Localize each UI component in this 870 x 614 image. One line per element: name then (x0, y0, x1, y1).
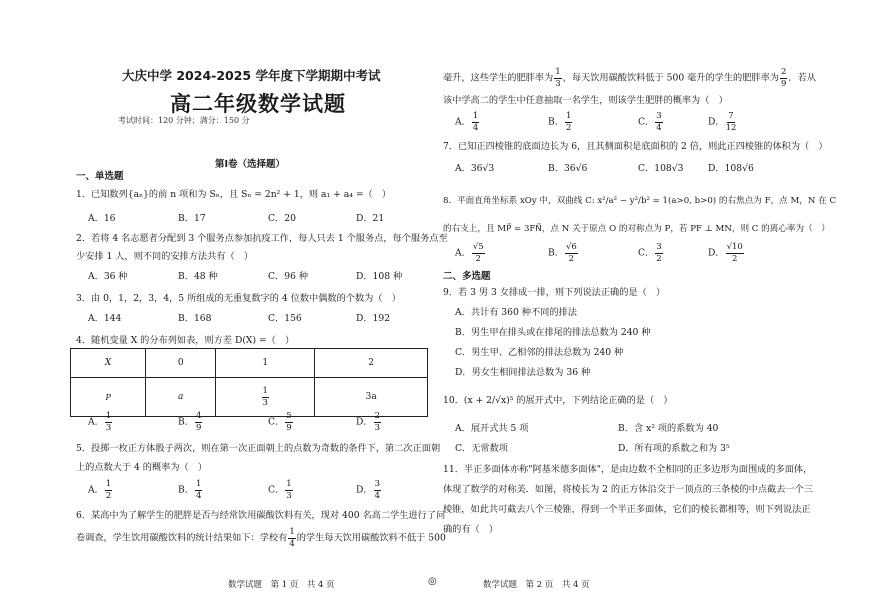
exam-title: 大庆中学 2024-2025 学年度下学期期中考试 (122, 68, 381, 83)
q1-option-a: A．16 (88, 213, 116, 224)
multi-choice-heading: 二、多选题 (443, 271, 491, 282)
q1-option-c: C．20 (268, 213, 296, 224)
q2-option-c: C．96 种 (268, 271, 309, 282)
footer-right: 数学试题 第 2 页 共 4 页 (483, 580, 590, 590)
left-page (70, 0, 448, 614)
q3-option-b: B．168 (178, 313, 212, 324)
q3-option-c: C．156 (268, 313, 302, 324)
table-header-1: 1 (216, 349, 315, 378)
q5-option-a: A． $\frac{1}{2}$ (88, 479, 112, 501)
q3-option-a: A．144 (88, 313, 122, 324)
q4-option-c: C． $\frac{5}{9}$ (268, 411, 292, 433)
table-row-p: P (71, 378, 146, 417)
q4-option-b: B． $\frac{4}{9}$ (178, 411, 202, 433)
q11-line4: 确的有（ ） (443, 524, 499, 535)
q8-line1: 8．平面直角坐标系 xOy 中，双曲线 C: x²/a² − y²/b² = 1(a>0, b>0) 的右焦点为 F，点 M，N 在 C (443, 196, 837, 206)
q5-option-d: D． $\frac{3}{4}$ (356, 479, 380, 501)
q7-option-b: B．36√6 (548, 163, 588, 174)
q8-option-a: A． $\frac{√5}{2}$ (455, 242, 484, 264)
q3-stem: 3．由 0，1，2，3，4，5 所组成的无重复数字的 4 位数中偶数的个数为（ ） (76, 293, 401, 304)
q2-option-a: A．36 种 (88, 271, 128, 282)
q7-option-a: A．36√3 (455, 163, 495, 174)
q4-option-d: D． $\frac{2}{3}$ (356, 411, 380, 433)
q10-option-b: B．含 x² 项的系数为 40 (618, 423, 719, 434)
q5-line2: 上的点数大于 4 的概率为（ ） (76, 462, 208, 473)
part1-heading: 第Ⅰ卷（选择题） (215, 159, 286, 170)
q2-option-b: B．48 种 (178, 271, 218, 282)
right-page (443, 0, 837, 614)
table-cell-3a: 3a (315, 378, 428, 417)
q9-option-c: C．男生甲、乙相邻的排法总数为 240 种 (455, 347, 624, 358)
q10-option-d: D．所有项的系数之和为 3⁵ (618, 443, 730, 454)
exam-info: 考试时间：120 分钟；满分：150 分 (118, 116, 250, 125)
q4-stem: 4．随机变量 X 的分布列如表，则方差 D(X) =（ ） (76, 335, 295, 346)
table-cell-third (216, 378, 315, 417)
q11-line3: 棱锥，如此共可截去八个三棱锥，得到一个半正多面体，它们的棱长都相等，则下列说法正 (443, 504, 811, 515)
q1-option-d: D．21 (356, 213, 385, 224)
table-cell-a: a (146, 378, 216, 417)
q8-option-d: D． $\frac{√10}{2}$ (708, 242, 743, 264)
q10-option-c: C．无常数项 (455, 443, 508, 454)
q5-line1: 5．投掷一枚正方体骰子两次，则在第一次正面朝上的点数为奇数的条件下，第二次正面朝 (76, 443, 441, 454)
binding-mark-icon: ◎ (428, 576, 437, 587)
q9-option-b: B．男生甲在排头或在排尾的排法总数为 240 种 (455, 327, 651, 338)
q9-stem: 9．若 3 男 3 女排成一排，则下列说法正确的是（ ） (443, 287, 666, 298)
q4-option-a: A． $\frac{1}{3}$ (88, 411, 112, 433)
q7-option-c: C．108√3 (638, 163, 684, 174)
table-header-x: X (71, 349, 146, 378)
q6-line1: 6．某高中为了解学生的肥胖是否与经常饮用碳酸饮料有关，现对 400 名高二学生进行了问 (76, 510, 446, 521)
subject-title: 高二年级数学试题 (170, 92, 346, 116)
q7-option-d: D．108√6 (708, 163, 754, 174)
q6-line2: 卷调查，学生饮用碳酸饮料的统计结果如下：学校有 $\frac{1}{4}$ 的学生每天饮用碳酸饮料不低于 500 (76, 527, 446, 549)
q7-stem: 7．已知正四棱锥的底面边长为 6，且其侧面积是底面积的 2 倍，则此正四棱锥的体积为（ ） (443, 141, 828, 152)
q5-option-c: C． $\frac{1}{3}$ (268, 479, 292, 501)
q5-option-b: B． $\frac{1}{4}$ (178, 479, 202, 501)
footer-left: 数学试题 第 1 页 共 4 页 (228, 580, 335, 590)
table-header-2: 2 (315, 349, 428, 378)
q3-option-d: D．192 (356, 313, 391, 324)
q2-line1: 2．若将 4 名志愿者分配到 3 个服务点参加抗疫工作，每人只去 1 个服务点，每个服务点至 (76, 233, 448, 244)
q6-option-a: A． $\frac{1}{4}$ (455, 111, 479, 133)
q8-option-b: B． $\frac{√6}{2}$ (548, 242, 577, 264)
q10-option-a: A．展开式共 5 项 (455, 423, 529, 434)
q6-option-d: D． $\frac{7}{12}$ (708, 111, 737, 133)
q11-line2: 体现了数学的对称美．如图，将棱长为 2 的正方体沿交于一顶点的三条棱的中点截去一个三 (443, 484, 813, 495)
q6-line4: 该中学高二的学生中任意抽取一名学生，则该学生肥胖的概率为（ ） (443, 95, 728, 106)
q1-stem: 1．已知数列{aₙ}的前 n 项和为 Sₙ，且 Sₙ = 2n² + 1，则 a₁ + a₄ =（ ） (76, 189, 392, 200)
distribution-table (70, 348, 428, 417)
q11-line1: 11．半正多面体亦称"阿基米德多面体"，是由边数不全相同的正多边形为面围成的多面体， (443, 464, 813, 475)
q9-option-d: D．男女生相间排法总数为 36 种 (455, 367, 591, 378)
q10-stem: 10．(x + 2/√x)⁵ 的展开式中，下列结论正确的是（ ） (443, 395, 673, 406)
q2-line2: 少安排 1 人，则不同的安排方法共有（ ） (76, 251, 254, 262)
q2-option-d: D．108 种 (356, 271, 403, 282)
single-choice-heading: 一、单选题 (76, 171, 124, 182)
q9-option-a: A．共计有 360 种不同的排法 (455, 307, 577, 318)
q6-option-c: C． $\frac{3}{4}$ (638, 111, 662, 133)
q6-line3: 毫升，这些学生的肥胖率为 $\frac{1}{3}$ ，每天饮用碳酸饮料低于 500 毫升的学生的肥胖率为 $\frac{2}{9}$ ．若从 (443, 67, 816, 89)
q8-line2: 的右支上，且 MP⃗ = 3FN⃗，点 N 关于原点 O 的对称点为 P，若 PF ⊥ MN，则 C 的离心率为（ ） (443, 224, 830, 234)
fraction: $\frac{1}{3}$ (262, 386, 268, 408)
q6-option-b: B． $\frac{1}{2}$ (548, 111, 572, 133)
table-header-0: 0 (146, 349, 216, 378)
q1-option-b: B．17 (178, 213, 206, 224)
q8-option-c: C． $\frac{3}{2}$ (638, 242, 662, 264)
